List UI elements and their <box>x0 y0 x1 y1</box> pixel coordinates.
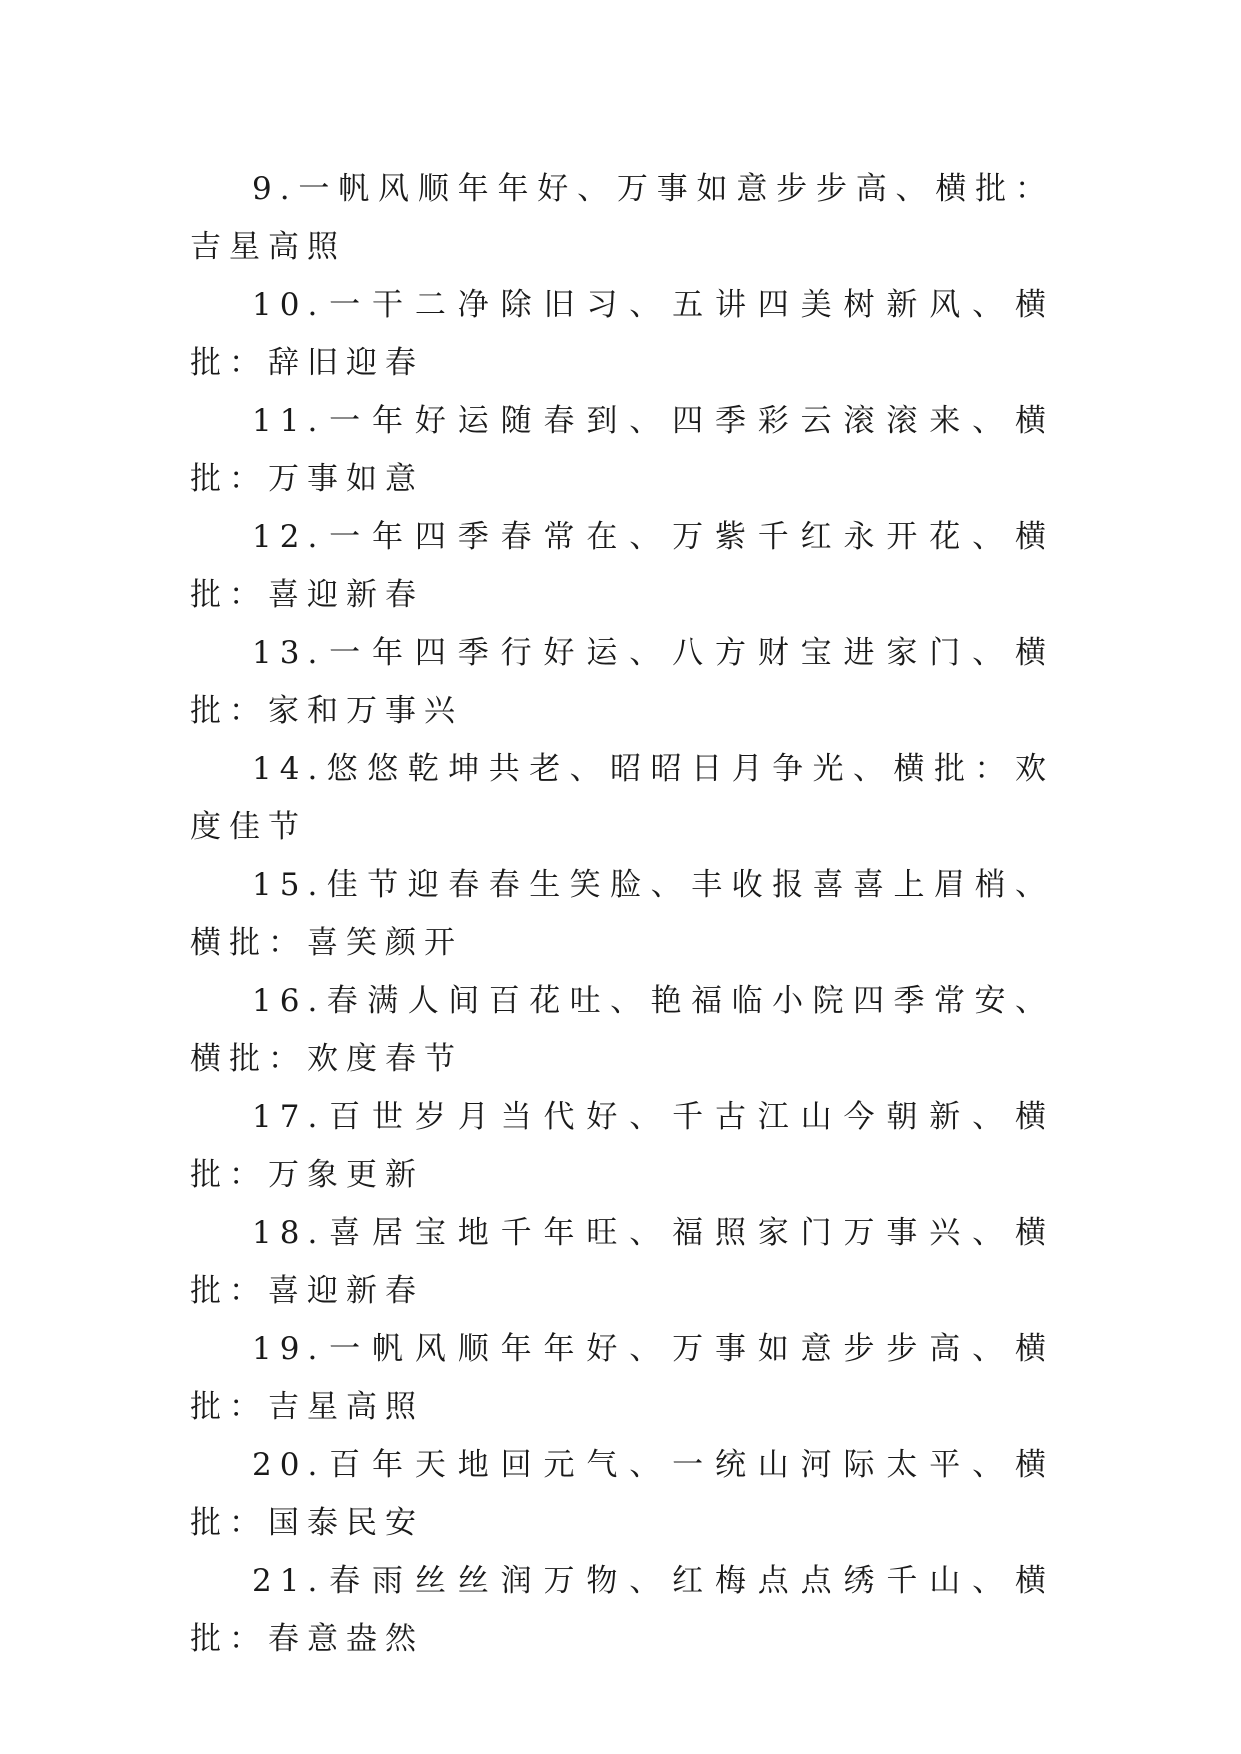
document-body <box>190 160 1054 1668</box>
couplet-item-16: 16.春满人间百花吐、艳福临小院四季常安、横批：欢度春节 <box>190 983 1054 1077</box>
couplet-item-20: 20.百年天地回元气、一统山河际太平、横批：国泰民安 <box>190 1447 1054 1541</box>
couplet-item-14: 14.悠悠乾坤共老、昭昭日月争光、横批：欢度佳节 <box>190 751 1054 845</box>
couplet-item-19: 19.一帆风顺年年好、万事如意步步高、横批：吉星高照 <box>190 1331 1054 1425</box>
couplet-item-17: 17.百世岁月当代好、千古江山今朝新、横批：万象更新 <box>190 1099 1054 1193</box>
couplet-item-21: 21.春雨丝丝润万物、红梅点点绣千山、横批：春意盎然 <box>190 1563 1054 1657</box>
couplet-item-11: 11.一年好运随春到、四季彩云滚滚来、横批：万事如意 <box>190 403 1054 497</box>
couplet-item-10: 10.一干二净除旧习、五讲四美树新风、横批：辞旧迎春 <box>190 287 1054 381</box>
couplet-item-12: 12.一年四季春常在、万紫千红永开花、横批：喜迎新春 <box>190 519 1054 613</box>
couplet-item-18: 18.喜居宝地千年旺、福照家门万事兴、横批：喜迎新春 <box>190 1215 1054 1309</box>
couplet-item-9: 9.一帆风顺年年好、万事如意步步高、横批：吉星高照 <box>190 171 1054 265</box>
couplet-item-13: 13.一年四季行好运、八方财宝进家门、横批：家和万事兴 <box>190 635 1054 729</box>
couplet-item-15: 15.佳节迎春春生笑脸、丰收报喜喜上眉梢、横批：喜笑颜开 <box>190 867 1054 961</box>
